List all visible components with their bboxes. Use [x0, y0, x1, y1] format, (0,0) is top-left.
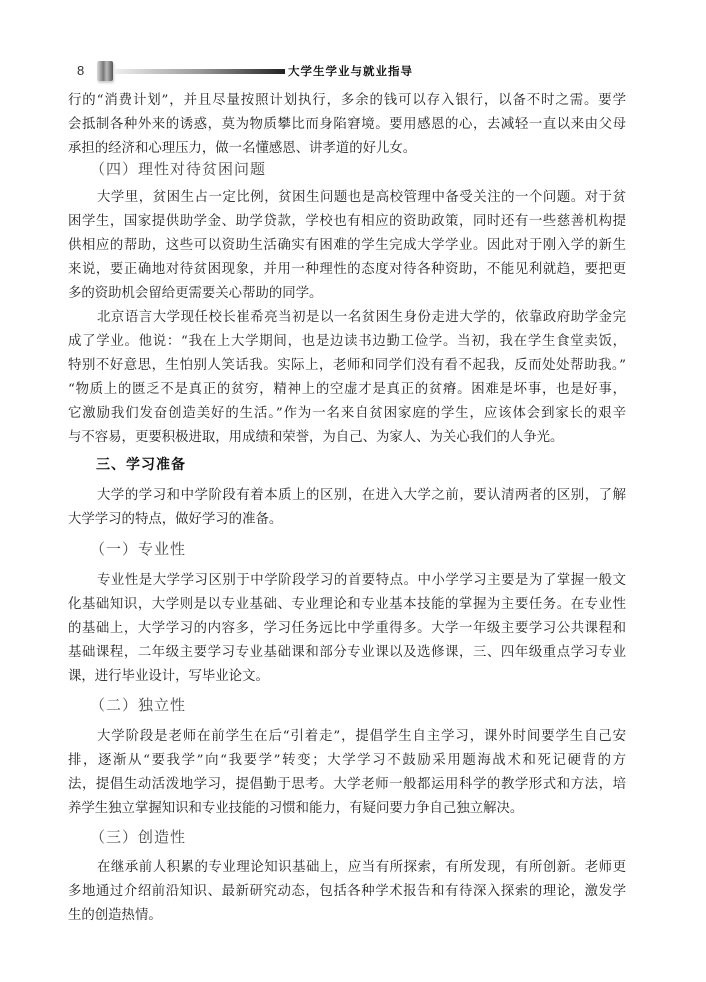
text-line: 生的创造热情。 [68, 908, 162, 923]
text-line: 特别不好意思，生怕别人笑话我。实际上，老师和同学们没有看不起我，反而处处帮助我。” [68, 358, 626, 373]
text-line: 排，逐渐从“要我学”向“我要学”转变；大学学习不鼓励采用题海战术和死记硬背的方 [68, 753, 626, 768]
paragraph [68, 306, 626, 450]
text-line: 化基础知识，大学则是以专业基础、专业理论和专业基本技能的掌握为主要任务。在专业性 [68, 597, 626, 612]
paragraph [68, 484, 626, 532]
text-line: 基础课程，二年级主要学习专业基础课和部分专业课以及选修课，三、四年级重点学习专业 [68, 645, 626, 660]
paragraph [68, 186, 626, 306]
paragraph [68, 89, 626, 161]
text-line: 它激励我们发奋创造美好的生活。”作为一名来自贫困家庭的学生，应该体会到家长的艰辛 [68, 406, 626, 421]
text-line: 困学生，国家提供助学金、助学贷款，学校也有相应的资助政策，同时还有一些慈善机构提 [68, 214, 626, 229]
header-gradient-bar [115, 69, 285, 74]
text-line: 北京语言大学现任校长崔希亮当初是以一名贫困生身份走进大学的，依靠政府助学金完 [97, 310, 626, 325]
paragraph [68, 725, 626, 821]
text-line: 来说，要正确地对待贫困现象，并用一种理性的态度对待各种资助，不能见利就趋，要把更 [68, 262, 626, 277]
book-title: 大学生学业与就业指导 [288, 64, 413, 78]
book-icon [97, 61, 113, 81]
text-line: 行的“消费计划”，并且尽量按照计划执行，多余的钱可以存入银行，以备不时之需。要学 [68, 93, 626, 108]
text-line: 多的资助机会留给更需要关心帮助的同学。 [68, 286, 323, 301]
text-line: 多地通过介绍前沿知识、最新研究动态，包括各种学术报告和有待深入探索的理论，激发学 [68, 884, 626, 899]
text-line: “物质上的匮乏不是真正的贫穷，精神上的空虚才是真正的贫瘠。困难是坏事，也是好事， [68, 382, 626, 397]
text-line: 法，提倡生动活泼地学习，提倡勤于思考。大学老师一般都运用科学的教学形式和方法，培 [68, 777, 626, 792]
text-line: 大学学习的特点，做好学习的准备。 [68, 512, 283, 527]
section-heading: （四）理性对待贫困问题 [90, 160, 267, 178]
section-heading: （三）创造性 [90, 828, 187, 846]
text-line: 课，进行毕业设计，写毕业论文。 [68, 669, 269, 684]
text-line: 会抵制各种外来的诱惑，莫为物质攀比而身陷窘境。要用感恩的心，去减轻一直以来由父母 [68, 117, 626, 132]
section-heading: （一）专业性 [90, 540, 187, 558]
text-line: 大学阶段是老师在前学生在后“引着走”，提倡学生自主学习，课外时间要学生自己安 [97, 729, 626, 744]
text-line: 大学的学习和中学阶段有着本质上的区别，在进入大学之前，要认清两者的区别，了解 [97, 488, 626, 503]
text-line: 专业性是大学学习区别于中学阶段学习的首要特点。中小学学习主要是为了掌握一般文 [97, 573, 626, 588]
paragraph [68, 856, 626, 928]
text-line: 成了学业。他说：“我在上大学期间，也是边读书边勤工俭学。当初，我在学生食堂卖饭， [68, 334, 626, 349]
text-line: 承担的经济和心理压力，做一名懂感恩、讲孝道的好儿女。 [68, 141, 417, 156]
section-heading: 三、学习准备 [96, 457, 186, 473]
paragraph [68, 569, 626, 689]
section-heading: （二）独立性 [90, 696, 187, 714]
text-line: 大学里，贫困生占一定比例，贫困生问题也是高校管理中备受关注的一个问题。对于贫 [97, 190, 626, 205]
text-line: 养学生独立掌握知识和专业技能的习惯和能力，有疑问要力争自己独立解决。 [68, 801, 524, 816]
page-number: 8 [77, 63, 85, 78]
text-line: 供相应的帮助，这些可以资助生活确实有困难的学生完成大学学业。因此对于刚入学的新生 [68, 238, 626, 253]
text-line: 与不容易，更要积极进取，用成绩和荣誉，为自己、为家人、为关心我们的人争光。 [68, 430, 564, 445]
text-line: 的基础上，大学学习的内容多，学习任务远比中学重得多。大学一年级主要学习公共课程和 [68, 621, 626, 636]
text-line: 在继承前人积累的专业理论知识基础上，应当有所探索，有所发现，有所创新。老师更 [97, 860, 626, 875]
